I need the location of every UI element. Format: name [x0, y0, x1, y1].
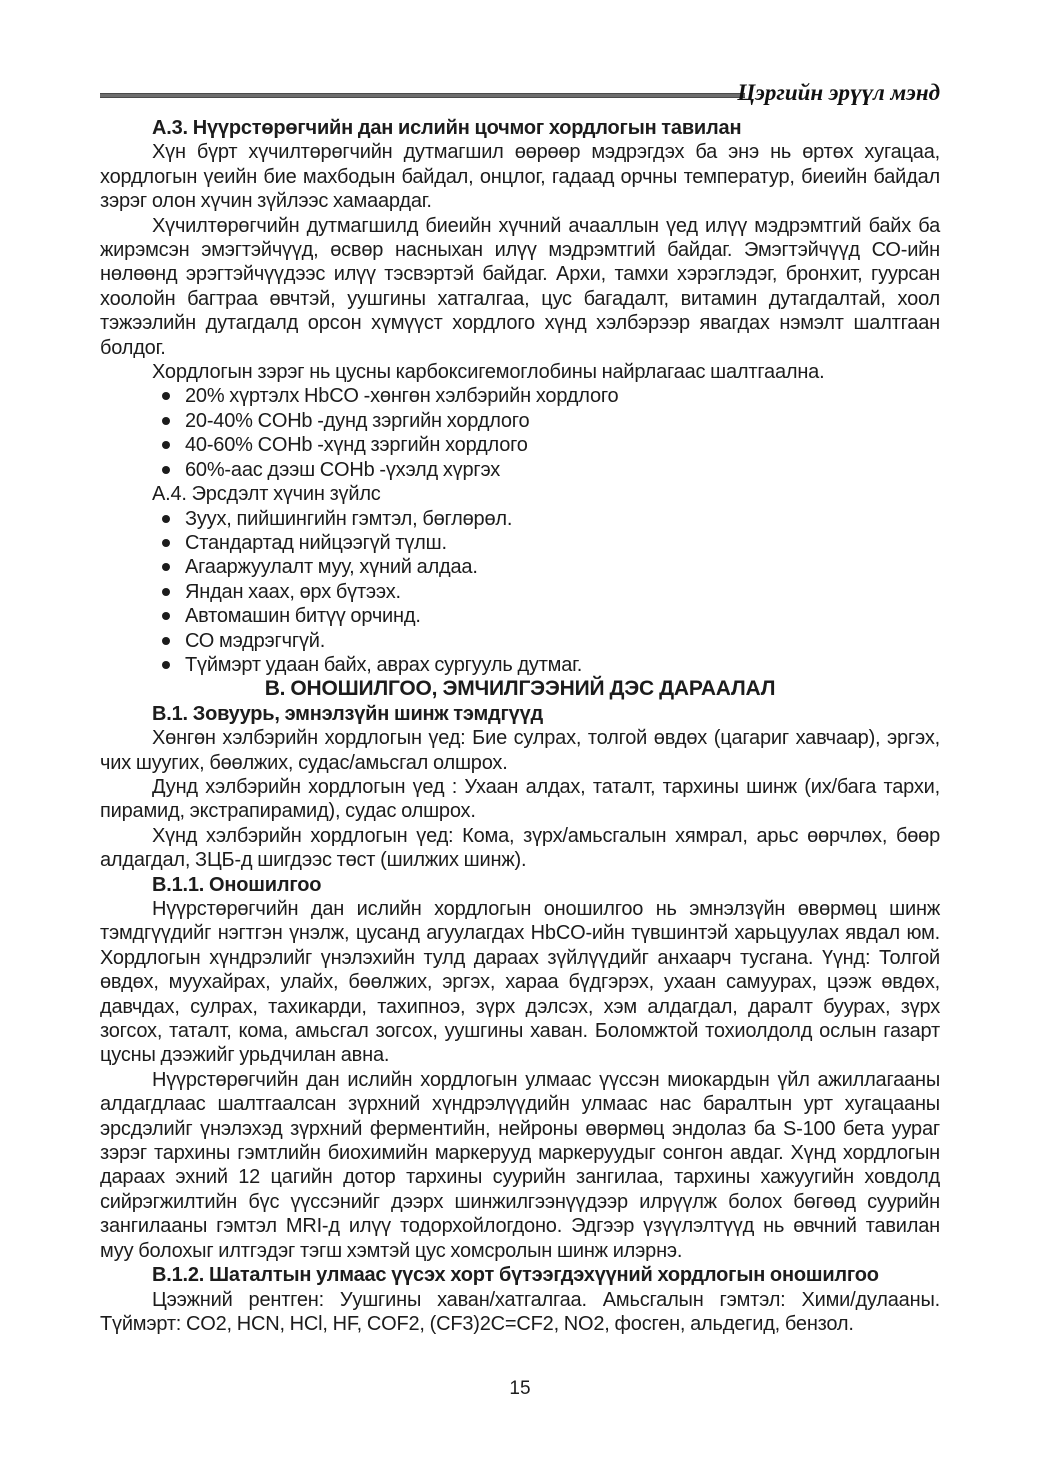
bullet-icon: [162, 612, 170, 620]
list-item: [185, 629, 940, 653]
list-item-text: 20-40% COHb -дунд зэргийн хордлого: [185, 409, 530, 432]
list-item: [185, 604, 940, 628]
list-item-text: 40-60% COHb -хүнд зэргийн хордлого: [185, 434, 528, 457]
list-item: [185, 531, 940, 555]
list-item-text: Агааржуулалт муу, хүний алдаа.: [185, 556, 478, 579]
list-item: [185, 433, 940, 457]
list-item: [185, 384, 940, 408]
chapter-heading: В. ОНОШИЛГОО, ЭМЧИЛГЭЭНИЙ ДЭС ДАРААЛАЛ: [264, 677, 776, 701]
section-subheading: В.1. Зовуурь, эмнэлзүйн шинж тэмдгүүд: [152, 702, 544, 725]
bullet-icon: [162, 417, 170, 425]
section-subheading: В.1.1. Оношилгоо: [152, 873, 322, 896]
list-item: [185, 653, 940, 677]
bullet-icon: [162, 637, 170, 645]
bullet-icon: [162, 515, 170, 523]
bullet-icon: [162, 563, 170, 571]
page-number: 15: [509, 1378, 531, 1399]
list-item-text: Зуух, пийшингийн гэмтэл, бөглөрөл.: [185, 507, 513, 530]
list-item-text: 20% хүртэлх HbCO -хөнгөн хэлбэрийн хордлого: [185, 385, 619, 408]
list-item-text: СО мэдрэгчгүй.: [185, 629, 326, 652]
paragraph: Хүнд хэлбэрийн хордлогын үед: Кома, зүрх/амьсгалын хямрал, арьс өөрчлөх, бөөр алдагдал, ЗЦБ-д шигдээс төст (шилжих шинж).: [100, 824, 940, 872]
list-item-text: Стандартад нийцээгүй түлш.: [185, 531, 447, 554]
bullet-list: [100, 507, 940, 678]
paragraph: Нүүрстөрөгчийн дан ислийн хордлогын улмаас үүссэн миокардын үйл ажиллагааны алдагдлаас шалтгаалсан зүрхний хүндрэлүүдийн улмаас нас баралтын урт хугацааны эрсдэлийг үнэлэхэд зүрхний ферментийн, нейроны өвөрмөц эндолаз ба S-100 бета уураг зэрэг тархины гэмтлийн биохимийн маркерууд маркеруудыг сонгон авдаг. Хүнд хордлогын дараах эхний 12 цагийн дотор тархины суурийн зангилаа, тархины хажуугийн ховдолд сийрэгжилтийн бүс үүссэнийг дээрх шинжилгээнүүдээр илрүүлж болох бөгөөд суурийн зангилааны гэмтэл MRI-д илүү тодорхойлогдоно. Эдгээр үзүүлэлтүүд нь өвчний тавилан муу болохыг илтгэдэг тэгш хэмтэй цус хомсролын шинж илэрнэ.: [100, 1068, 940, 1262]
bullet-icon: [162, 588, 170, 596]
bullet-icon: [162, 539, 170, 547]
list-item-text: 60%-аас дээш COHb -үхэлд хүргэх: [185, 458, 501, 481]
paragraph: Хүчилтөрөгчийн дутмагшилд биеийн хүчний ачааллын үед илүү мэдрэмтгий байх ба жирэмсэн эмэгтэйчүүд, өсвөр насныхан илүү мэдрэмтгий байдаг. Эмэгтэйчүүд СО-ийн нөлөөнд эрэгтэйчүүдээс илүү тэсвэртэй байдаг. Архи, тамхи хэрэглэдэг, бронхит, гуурсан хоолойн багтраа өвчтэй, уушгины хатгалгаа, цус багадалт, витамин дутагдалтай, хоол тэжээлийн дутагдалд орсон хүмүүст хордлого хүнд хэлбэрээр явагдах нэмэлт шалтгаан болдог.: [100, 214, 940, 359]
list-item: [185, 580, 940, 604]
paragraph: Цээжний рентген: Уушгины хаван/хатгалгаа. Амьсгалын гэмтэл: Хими/дулааны. Түймэрт: CO2, HCN, HCl, HF, COF2, (CF3)2C=CF2, NO2, фосген, альдегид, бензол.: [100, 1288, 940, 1335]
section-label: А.4. Эрсдэлт хүчин зүйлс: [152, 483, 381, 506]
paragraph: Хөнгөн хэлбэрийн хордлогын үед: Бие сулрах, толгой өвдөх (цагариг хавчаар), эргэх, чих шуугих, бөөлжих, судас/амьсгал олшрох.: [100, 727, 940, 774]
list-item: [185, 458, 940, 482]
header-rule: [100, 93, 745, 98]
running-header-title: Цэргийн эрүүл мэнд: [737, 80, 940, 105]
bullet-icon: [162, 441, 170, 449]
bullet-list: [100, 384, 940, 482]
bullet-icon: [162, 392, 170, 400]
document-body: [100, 116, 940, 1336]
bullet-icon: [162, 466, 170, 474]
list-item: [185, 507, 940, 531]
section-subheading: В.1.2. Шаталтын улмаас үүсэх хорт бүтээгдэхүүний хордлогын оношилгоо: [152, 1264, 879, 1287]
section-heading: А.3. Нүүрстөрөгчийн дан ислийн цочмог хордлогын тавилан: [152, 117, 742, 139]
list-item-text: Түймэрт удаан байх, аврах сургууль дутмаг.: [185, 653, 583, 676]
list-item: [185, 555, 940, 579]
bullet-icon: [162, 661, 170, 669]
paragraph: Нүүрстөрөгчийн дан ислийн хордлогын оношилгоо нь эмнэлзүйн өвөрмөц шинж тэмдгүүдийг нэгтгэн үнэлж, цусанд агуулагдах HbCO-ийн түвшинтэй харьцуулах явдал юм. Хордлогын хүндрэлийг үнэлэхийн тулд дараах зүйлүүдийг анхаарч тусгана. Үүнд: Толгой өвдөх, муухайрах, улайх, бөөлжих, эргэх, хараа бүдгэрэх, ухаан самуурах, цээж өвдөх, давчдах, сулрах, тахикарди, тахипноэ, зүрх дэлсэх, хэм алдагдал, даралт буурах, зүрх зогсох, таталт, кома, амьсгал зогсох, уушгины хаван. Боломжтой тохиолдолд ослын газарт цусны дээжийг урьдчилан авна.: [100, 898, 940, 1067]
paragraph: Хордлогын зэрэг нь цусны карбоксигемоглобины найрлагаас шалтгаална.: [152, 361, 825, 384]
list-item: [185, 409, 940, 433]
paragraph: Хүн бүрт хүчилтөрөгчийн дутмагшил өөрөөр мэдрэгдэх ба энэ нь өртөх хугацаа, хордлогын үеийн бие махбодын байдал, онцлог, гадаад орчны температур, биеийн байдал зэрэг олон хүчин зүйлээс хамаардаг.: [100, 141, 940, 213]
list-item-text: Автомашин битүү орчинд.: [185, 605, 421, 628]
paragraph: Дунд хэлбэрийн хордлогын үед : Ухаан алдах, таталт, тархины шинж (их/бага тархи, пирамид, экстрапирамид), судас олшрох.: [100, 775, 940, 823]
list-item-text: Яндан хаах, өрх бүтээх.: [185, 580, 401, 603]
